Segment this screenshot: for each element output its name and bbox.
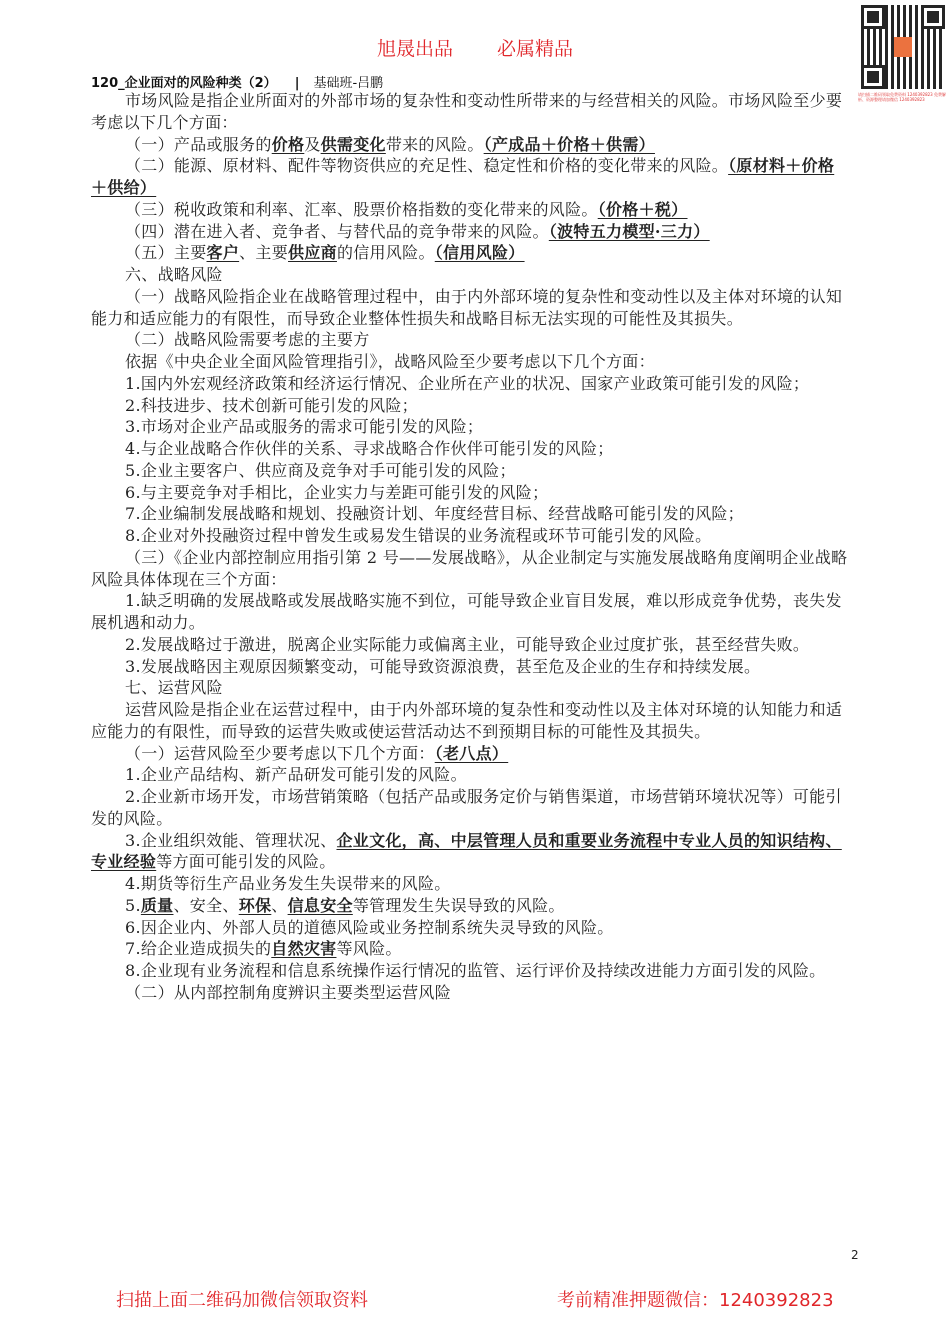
text-segment: 发的风险。: [91, 808, 173, 828]
footer-left: 扫描上面二维码加微信领取资料: [116, 1290, 368, 1311]
text-line: [91, 242, 871, 264]
footer-right: 考前精准押题微信：1240392823: [557, 1290, 834, 1311]
text-line: [91, 721, 871, 743]
emphasized-text: 企业文化，高、中层管理人员和重要业务流程中专业人员的知识结构、: [336, 830, 842, 850]
page-number: 2: [851, 1248, 859, 1262]
text-line: [91, 438, 871, 460]
text-line: [91, 830, 871, 852]
qr-code: [861, 5, 945, 89]
text-segment: 1.国内外宏观经济政策和经济运行情况、企业所在产业的状况、国家产业政策可能引发的风险；: [125, 373, 810, 393]
text-segment: 运营风险是指企业在运营过程中，由于内外部环境的复杂性和变动性以及主体对环境的认知能力和适: [125, 700, 843, 719]
text-segment: 4.与企业战略合作伙伴的关系、寻求战略合作伙伴可能引发的风险；: [125, 439, 614, 458]
text-line: [91, 112, 871, 134]
text-line: [91, 808, 871, 830]
text-segment: （二）战略风险需要考虑的主要方: [125, 330, 370, 350]
text-line: [91, 873, 871, 895]
text-line: [91, 590, 871, 612]
qr-logo-icon: [894, 37, 912, 57]
text-segment: （一）产品或服务的: [125, 134, 272, 154]
emphasized-text: （老八点）: [434, 743, 509, 763]
text-segment: （一）战略风险指企业在战略管理过程中，由于内外部环境的复杂性和变动性以及主体对环境的认知: [125, 286, 843, 306]
emphasized-text: 自然灾害: [271, 939, 337, 959]
text-segment: 等管理发生失误导致的风险。: [352, 895, 565, 915]
text-line: [91, 90, 871, 112]
text-line: [91, 764, 871, 786]
text-segment: 3.市场对企业产品或服务的需求可能引发的风险；: [125, 417, 484, 437]
text-segment: 等方面可能引发的风险。: [156, 852, 336, 872]
text-segment: 考虑以下几个方面：: [91, 112, 238, 132]
text-line: [91, 155, 871, 177]
text-line: [91, 460, 871, 482]
emphasized-text: 质量: [140, 895, 174, 915]
text-segment: 依据《中央企业全面风险管理指引》，战略风险至少要考虑以下几个方面：: [125, 352, 655, 371]
emphasized-text: （价格＋税）: [597, 199, 688, 219]
text-segment: 等风险。: [336, 939, 402, 959]
text-segment: 7.企业编制发展战略和规划、投融资计划、年度经营目标、经营战略可能引发的风险；: [125, 504, 744, 524]
text-segment: 展机遇和动力。: [91, 613, 206, 632]
text-segment: 风险具体体现在三个方面：: [91, 569, 287, 589]
text-segment: （四）潜在进入者、竞争者、与替代品的竞争带来的风险。: [125, 221, 549, 241]
text-line: [91, 221, 871, 243]
header-separator: |: [294, 76, 300, 91]
text-line: [91, 786, 871, 808]
document-header: [91, 72, 383, 91]
text-segment: 6.因企业内、外部人员的道德风险或业务控制系统失灵导致的风险。: [125, 917, 614, 937]
text-line: [91, 308, 871, 330]
text-line: [91, 612, 871, 634]
text-segment: （二）能源、原材料、配件等物资供应的充足性、稳定性和价格的变化带来的风险。: [125, 156, 729, 176]
text-segment: 应能力的有限性，而导致的运营失败或使运营活动达不到预期目标的可能性及其损失。: [91, 721, 711, 741]
text-segment: （二）从内部控制角度辨识主要类型运营风险: [125, 982, 452, 1002]
text-line: [91, 960, 871, 982]
text-segment: 六、战略风险: [125, 265, 223, 284]
text-line: [91, 851, 871, 873]
text-segment: （三）《企业内部控制应用指引第 2 号——发展战略》，从企业制定与实施发展战略角度阐明企业战略: [125, 547, 848, 567]
text-line: [91, 982, 871, 1004]
text-line: [91, 634, 871, 656]
text-segment: 、主要: [239, 243, 289, 263]
qr-caption: 请扫描二维码领取免费资料 1240392823 免费解析、资源整理请加微信 1240392823: [858, 92, 946, 102]
text-segment: 、安全、: [173, 895, 239, 915]
slogan-right: 必属精品: [497, 38, 574, 60]
emphasized-text: 供应商: [288, 243, 337, 263]
text-segment: 、: [271, 895, 288, 915]
text-segment: 3.发展战略因主观原因频繁变动，可能导致资源浪费，甚至危及企业的生存和持续发展。: [125, 656, 761, 676]
document-title: 120_企业面对的风险种类（2）: [91, 76, 277, 91]
text-segment: （五）主要: [125, 243, 207, 263]
text-line: [91, 895, 871, 917]
text-line: [91, 569, 871, 591]
text-line: [91, 134, 871, 156]
text-segment: 7.给企业造成损失的: [125, 939, 272, 959]
text-segment: 能力和适应能力的有限性，而导致企业整体性损失和战略目标无法实现的可能性及其损失。: [91, 308, 744, 328]
text-line: [91, 656, 871, 678]
text-line: [91, 938, 871, 960]
text-line: [91, 395, 871, 417]
emphasized-text: ＋供给）: [91, 178, 157, 197]
emphasized-text: 专业经验: [91, 852, 157, 872]
emphasized-text: （波特五力模型·三力）: [548, 221, 710, 241]
text-line: [91, 351, 871, 373]
emphasized-text: 信息安全: [287, 895, 353, 915]
text-segment: 8.企业现有业务流程和信息系统操作运行情况的监管、运行评价及持续改进能力方面引发的风险。: [125, 961, 826, 980]
text-segment: 5.: [125, 895, 141, 915]
emphasized-text: 价格: [271, 134, 305, 154]
emphasized-text: （原材料＋价格: [728, 156, 835, 176]
text-segment: 1.企业产品结构、新产品研发可能引发的风险。: [125, 765, 467, 785]
text-line: [91, 503, 871, 525]
text-segment: 带来的风险。: [385, 134, 484, 154]
document-body: [91, 90, 871, 1004]
text-segment: （一）运营风险至少要考虑以下几个方面：: [125, 743, 435, 763]
emphasized-text: 环保: [238, 895, 272, 915]
text-segment: 2.发展战略过于激进，脱离企业实际能力或偏离主业，可能导致企业过度扩张，甚至经营失败。: [125, 634, 810, 654]
text-segment: 2.科技进步、技术创新可能引发的风险；: [125, 395, 418, 415]
text-line: [91, 482, 871, 504]
text-segment: 2.企业新市场开发，市场营销策略（包括产品或服务定价与销售渠道，市场营销环境状况等）可能引: [125, 787, 842, 806]
text-line: [91, 416, 871, 438]
text-segment: 七、运营风险: [125, 678, 223, 698]
emphasized-text: （产成品＋价格＋供需）: [483, 134, 655, 154]
text-line: [91, 677, 871, 699]
text-line: [91, 547, 871, 569]
text-segment: 5.企业主要客户、供应商及竞争对手可能引发的风险；: [125, 460, 516, 480]
text-line: [91, 525, 871, 547]
slogan-left: 旭晟出品: [377, 38, 454, 60]
document-subtitle: 基础班-吕鹏: [313, 76, 384, 91]
text-segment: 6.与主要竞争对手相比，企业实力与差距可能引发的风险；: [125, 482, 549, 502]
emphasized-text: （信用风险）: [434, 243, 525, 263]
text-line: [91, 917, 871, 939]
emphasized-text: 客户: [206, 243, 240, 263]
text-line: [91, 286, 871, 308]
text-segment: 市场风险是指企业所面对的外部市场的复杂性和变动性所带来的与经营相关的风险。市场风险至少要: [125, 91, 843, 110]
text-segment: 及: [304, 134, 321, 154]
text-segment: 8.企业对外投融资过程中曾发生或易发生错误的业务流程或环节可能引发的风险。: [125, 526, 712, 545]
text-segment: 1.缺乏明确的发展战略或发展战略实施不到位，可能导致企业盲目发展，难以形成竞争优势，丧失发: [125, 591, 842, 611]
text-line: [91, 264, 871, 286]
text-segment: （三）税收政策和利率、汇率、股票价格指数的变化带来的风险。: [125, 199, 598, 219]
text-line: [91, 373, 871, 395]
text-line: [91, 177, 871, 199]
text-segment: 的信用风险。: [336, 243, 435, 263]
emphasized-text: 供需变化: [320, 134, 386, 154]
text-line: [91, 743, 871, 765]
text-segment: 4.期货等衍生产品业务发生失误带来的风险。: [125, 874, 451, 893]
text-line: [91, 699, 871, 721]
text-segment: 3.企业组织效能、管理状况、: [125, 830, 337, 850]
text-line: [91, 329, 871, 351]
text-line: [91, 199, 871, 221]
